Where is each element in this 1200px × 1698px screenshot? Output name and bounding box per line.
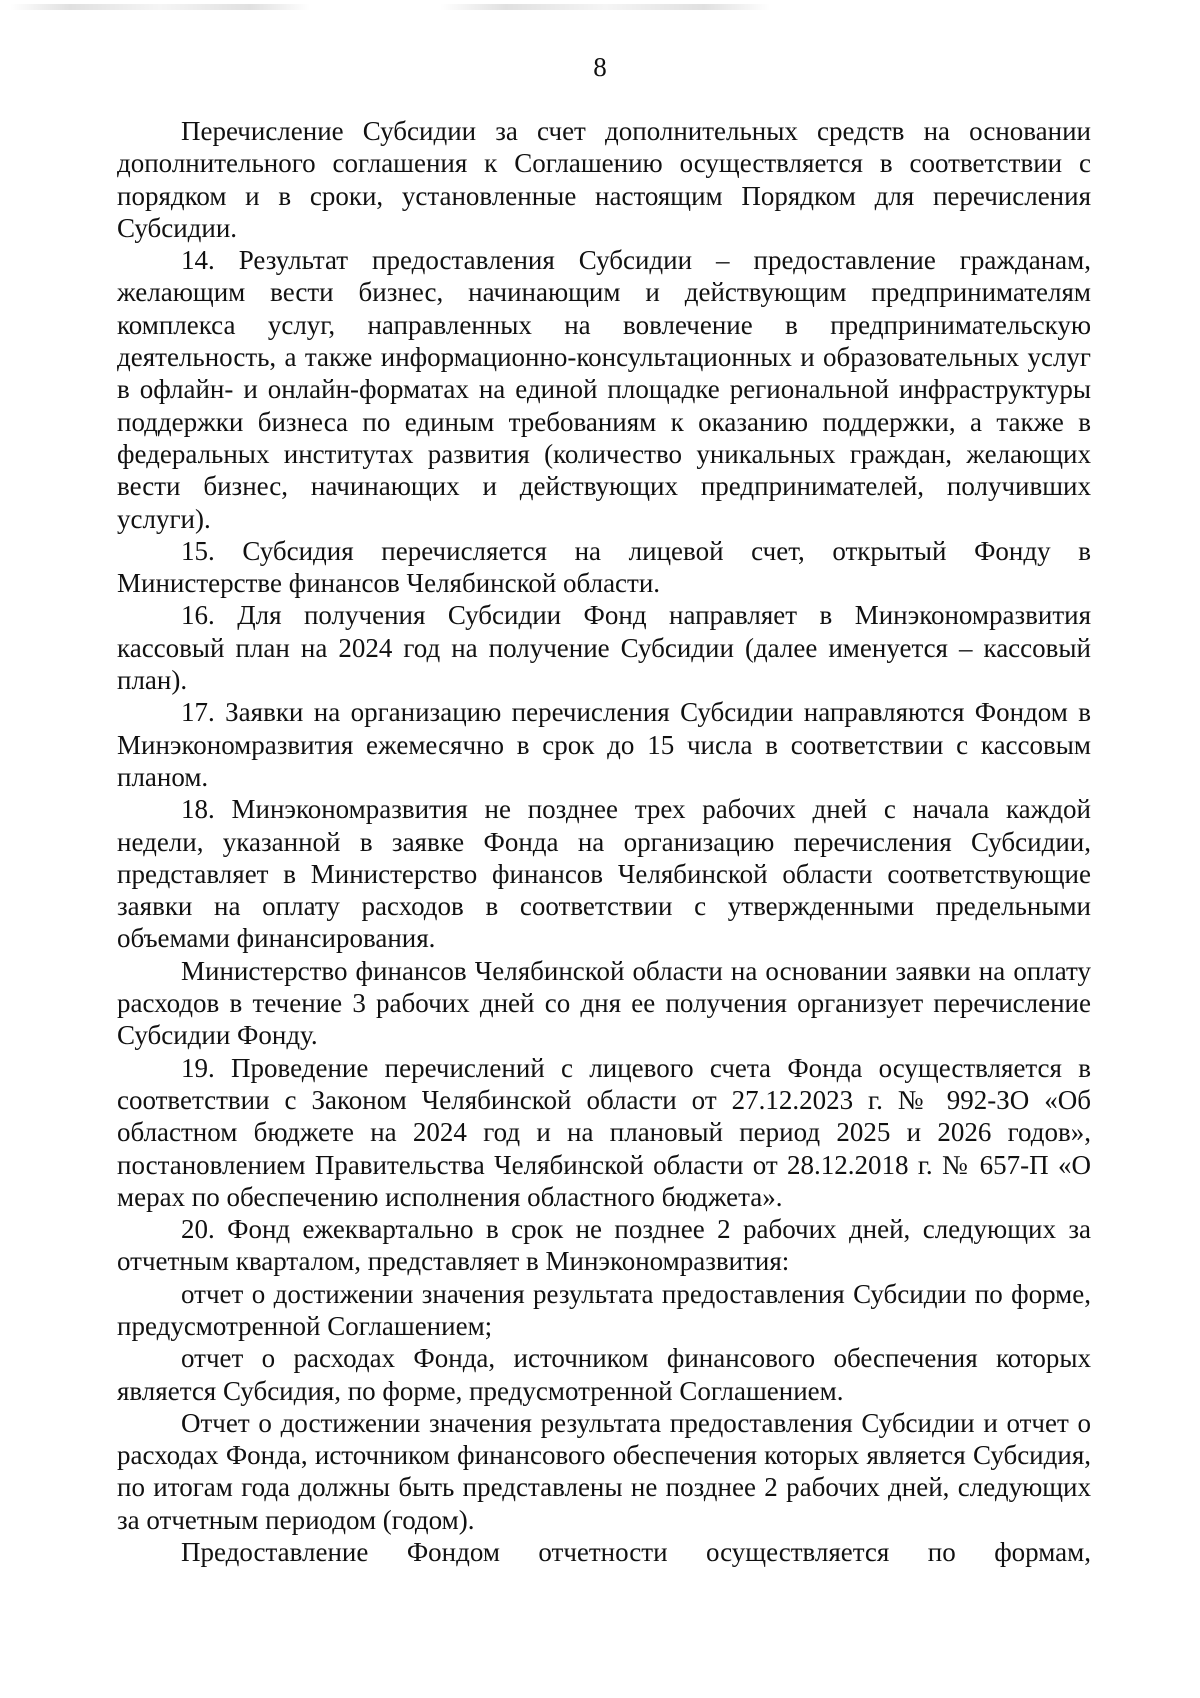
paragraph: отчет о достижении значения результата предоставления Субсидии по форме, предусмотренной Соглашением; — [117, 1278, 1091, 1341]
paragraph: 17. Заявки на организацию перечисления Субсидии направляются Фондом в Минэкономразвития ежемесячно в срок до 15 числа в соответствии с кассовым планом. — [117, 697, 1091, 792]
paragraph: 15. Субсидия перечисляется на лицевой счет, открытый Фонду в Министерстве финансов Челябинской области. — [117, 535, 1091, 599]
scan-artifact — [440, 4, 770, 10]
paragraph: Предоставление Фондом отчетности осуществляется по формам, — [181, 1537, 1091, 1568]
paragraph: Перечисление Субсидии за счет дополнительных средств на основании дополнительного соглашения к Соглашению осуществляется в соответствии с порядком и в сроки, установленные настоящим Порядком для перечисления Субсидии. — [117, 116, 1091, 243]
paragraph: 19. Проведение перечислений с лицевого счета Фонда осуществляется в соответствии с Законом Челябинской области от 27.12.2023 г. № 992-ЗО «Об областном бюджете на 2024 год и на плановый период 2025 и 2026 годов», постановлением Правительства Челябинской области от 28.12.2018 г. № 657-П «О мерах по обеспечению исполнения областного бюджета». — [117, 1052, 1091, 1212]
paragraph: 18. Минэкономразвития не позднее трех рабочих дней с начала каждой недели, указанной в заявке Фонда на организацию перечисления Субсидии, представляет в Министерство финансов Челябинской области соответствующие заявки на оплату расходов в соответствии с утвержденными предельными объемами финансирования. — [117, 794, 1091, 954]
paragraph: отчет о расходах Фонда, источником финансового обеспечения которых является Субсидия, по форме, предусмотренной Соглашением. — [117, 1343, 1091, 1406]
scan-artifact — [10, 4, 310, 10]
page-number: 8 — [593, 52, 607, 82]
paragraph: 14. Результат предоставления Субсидии – предоставление гражданам, желающим вести бизнес, начинающим и действующим предпринимателям комплекса услуг, направленных на вовлечение в предпринимательскую деятельность, а также информационно-консультационных и образовательных услуг в офлайн- и онлайн-форматах на единой площадке региональной инфраструктуры поддержки бизнеса по единым требованиям к оказанию поддержки, а также в федеральных институтах развития (количество уникальных граждан, желающих вести бизнес, начинающих и действующих предпринимателей, получивших услуги). — [117, 245, 1091, 534]
paragraph: 16. Для получения Субсидии Фонд направляет в Минэкономразвития кассовый план на 2024 год на получение Субсидии (далее именуется – кассовый план). — [117, 600, 1091, 696]
document-body — [117, 115, 1091, 1568]
paragraph: 20. Фонд ежеквартально в срок не позднее 2 рабочих дней, следующих за отчетным кварталом, представляет в Минэкономразвития: — [117, 1214, 1091, 1277]
paragraph: Министерство финансов Челябинской области на основании заявки на оплату расходов в течение 3 рабочих дней со дня ее получения организует перечисление Субсидии Фонду. — [117, 955, 1091, 1051]
paragraph: Отчет о достижении значения результата предоставления Субсидии и отчет о расходах Фонда, источником финансового обеспечения которых является Субсидия, по итогам года должны быть представлены не позднее 2 рабочих дней, следующих за отчетным периодом (годом). — [117, 1407, 1091, 1535]
